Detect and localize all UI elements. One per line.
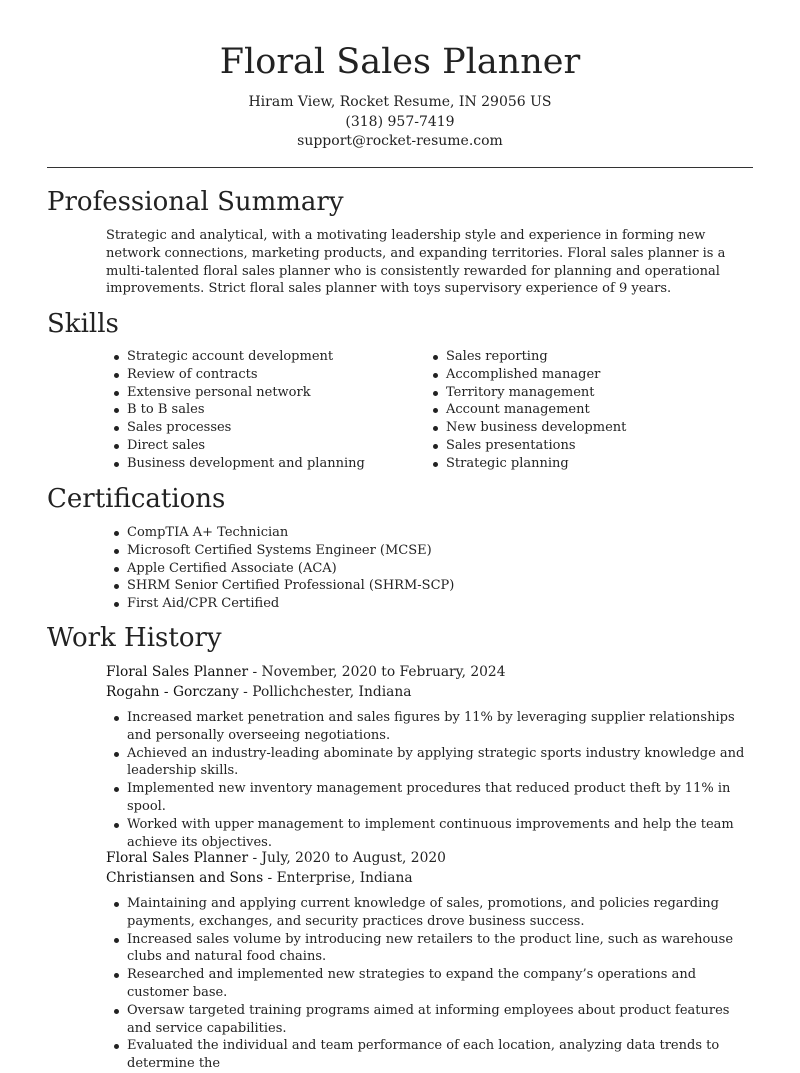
skill-item: Direct sales <box>106 437 406 455</box>
resume-name: Floral Sales Planner <box>219 42 581 82</box>
job-title-line <box>106 849 446 868</box>
job-bullet: Evaluated the individual and team performance of each location, analyzing data trends to determine the <box>106 1037 756 1073</box>
job-bullet: Maintaining and applying current knowledge of sales, promotions, and policies regarding payments, exchanges, and security practices drove business success. <box>106 895 756 931</box>
certification-item: Microsoft Certified Systems Engineer (MCSE) <box>106 542 746 560</box>
certification-item: CompTIA A+ Technician <box>106 524 746 542</box>
job-location: - Enterprise, Indiana <box>263 870 413 886</box>
summary-heading: Professional Summary <box>47 187 344 217</box>
contact-phone: (318) 957-7419 <box>345 113 455 130</box>
job-bullet: Implemented new inventory management procedures that reduced product theft by 11% in spool. <box>106 780 756 816</box>
certification-item: Apple Certified Associate (ACA) <box>106 560 746 578</box>
job-bullet: Researched and implemented new strategies to expand the company’s operations and customer base. <box>106 966 756 1002</box>
job-role: Floral Sales Planner <box>106 664 249 680</box>
skill-item: Review of contracts <box>106 366 406 384</box>
summary-text: Strategic and analytical, with a motivating leadership style and experience in forming new network connections, marketing products, and expanding territories. Floral sales planner is a multi-talented floral sales planner who is consistently rewarded for planning and operational improvements. Strict floral sales planner with toys supervisory experience of 9 years. <box>106 228 726 297</box>
job-dates: - July, 2020 to August, 2020 <box>248 850 446 866</box>
job-dates: - November, 2020 to February, 2024 <box>248 664 506 680</box>
job-role: Floral Sales Planner <box>106 850 249 866</box>
skill-item: New business development <box>425 419 745 437</box>
certifications-heading: Certifications <box>47 484 226 514</box>
job-company-line <box>106 869 413 888</box>
skills-list-left <box>106 348 406 473</box>
job-bullets <box>106 895 756 1073</box>
job-title-line <box>106 663 506 682</box>
skill-item: Accomplished manager <box>425 366 745 384</box>
job-bullet: Achieved an industry-leading abominate by applying strategic sports industry knowledge and leadership skills. <box>106 745 756 781</box>
job-company-line <box>106 683 411 702</box>
work-history-heading: Work History <box>47 623 222 653</box>
job-bullets <box>106 709 756 851</box>
job-bullet: Increased market penetration and sales figures by 11% by leveraging supplier relationships and personally overseeing negotiations. <box>106 709 756 745</box>
certification-item: First Aid/CPR Certified <box>106 595 746 613</box>
skill-item: Sales presentations <box>425 437 745 455</box>
skill-item: Account management <box>425 401 745 419</box>
job-bullet: Increased sales volume by introducing new retailers to the product line, such as warehouse clubs and natural food chains. <box>106 931 756 967</box>
skills-heading: Skills <box>47 309 119 339</box>
skill-item: Business development and planning <box>106 455 406 473</box>
job-company: Rogahn - Gorczany <box>106 684 239 700</box>
skill-item: Sales reporting <box>425 348 745 366</box>
header-divider <box>47 167 753 168</box>
certification-item: SHRM Senior Certified Professional (SHRM-SCP) <box>106 577 746 595</box>
contact-email: support@rocket-resume.com <box>297 133 503 149</box>
job-company: Christiansen and Sons <box>106 870 264 886</box>
certifications-list <box>106 524 746 613</box>
skill-item: Strategic planning <box>425 455 745 473</box>
job-bullet: Oversaw targeted training programs aimed at informing employees about product features and service capabilities. <box>106 1002 756 1038</box>
skill-item: B to B sales <box>106 401 406 419</box>
contact-address: Hiram View, Rocket Resume, IN 29056 US <box>248 94 552 110</box>
skill-item: Strategic account development <box>106 348 406 366</box>
job-bullet: Worked with upper management to implement continuous improvements and help the team achieve its objectives. <box>106 816 756 852</box>
resume-header <box>0 0 800 152</box>
skill-item: Sales processes <box>106 419 406 437</box>
skill-item: Territory management <box>425 384 745 402</box>
job-location: - Pollichchester, Indiana <box>238 684 412 700</box>
skill-item: Extensive personal network <box>106 384 406 402</box>
skills-list-right <box>425 348 745 473</box>
contact-block <box>0 93 800 152</box>
